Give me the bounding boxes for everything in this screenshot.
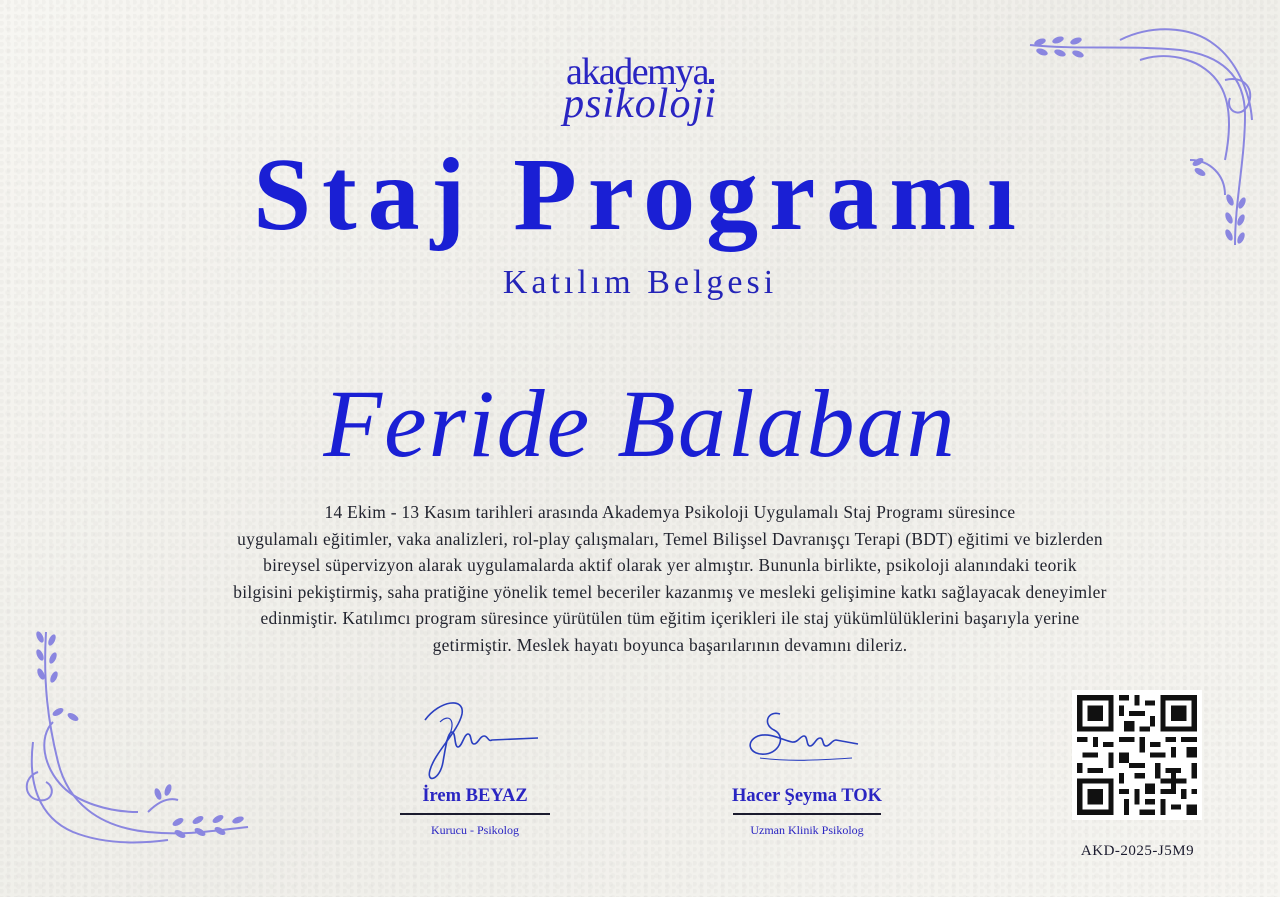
certificate-title: Staj Programı [253,137,1027,252]
signatory-name: Hacer Şeyma TOK [731,786,883,806]
qr-code [1072,690,1202,820]
qr-code-icon [1072,690,1202,820]
certificate-code: AKD-2025-J5M9 [1080,843,1195,859]
body-line: getirmiştir. Meslek hayatı boyunca başarılarının devamını dileriz. [432,634,908,655]
floral-ornament-top-right-icon [1020,20,1265,260]
signature-line [400,813,550,815]
body-line: uygulamalı eğitimler, vaka analizleri, rol-play çalışmaları, Temel Bilişsel Davranışçı Terapi (BDT) eğitimi ve bizlerden [237,528,1103,549]
signature-irem-beyaz [410,692,550,787]
signatory-role: Kurucu - Psikolog [431,823,519,837]
certificate-body [130,499,1210,658]
signatory-role: Uzman Klinik Psikolog [750,823,864,837]
signature-hacer-seyma-tok [740,702,870,777]
body-line: edinmiştir. Katılımcı program süresince yürütülen tüm eğitim içerikleri ile staj yükümlülüklerini başarıyla yerine [260,608,1080,628]
signature-block-1 [325,786,625,838]
body-line: bireysel süpervizyon alarak uygulamalarda aktif olarak yer almıştır. Bununla birlikte, psikoloji alanındaki teorik [263,555,1077,575]
certificate-subtitle: Katılım Belgesi [502,264,778,301]
logo-line2: psikoloji [563,81,717,127]
recipient-name: Feride Balaban [323,370,957,477]
signature-line [733,813,881,815]
logo-line1: akademya [565,51,709,93]
body-line: bilgisini pekiştirmiş, saha pratiğine yönelik temel beceriler kazanmış ve mesleki gelişimine katkı sağlayacak deneyimler [233,581,1107,602]
signatory-name: İrem BEYAZ [422,786,528,806]
signature-block-2 [657,786,957,838]
body-line: 14 Ekim - 13 Kasım tarihleri arasında Akademya Psikoloji Uygulamalı Staj Programı süresince [324,502,1016,522]
floral-ornament-bottom-left-icon [18,622,258,862]
